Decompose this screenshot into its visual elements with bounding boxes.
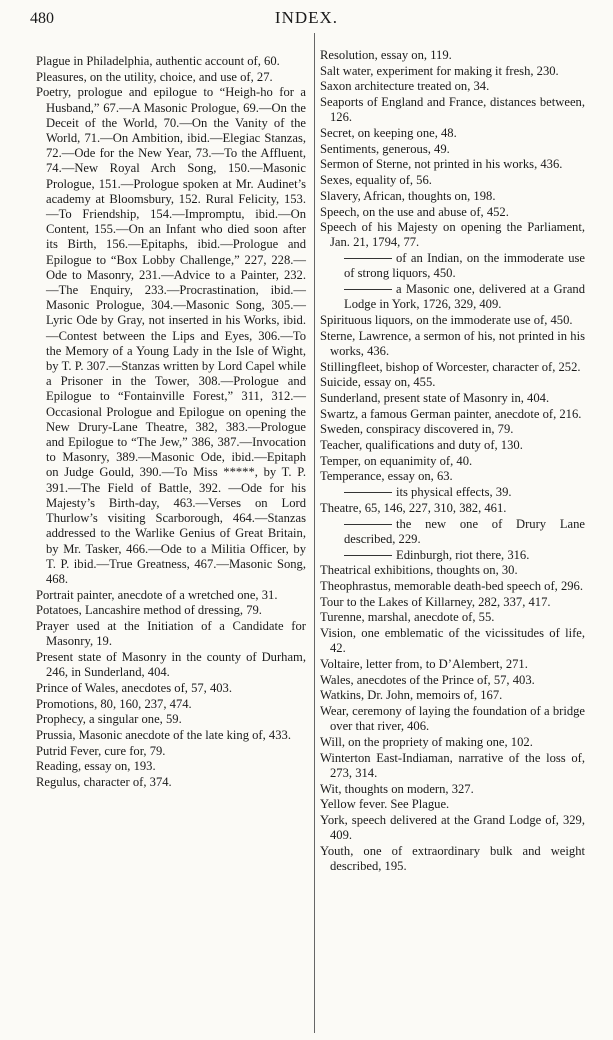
index-entry-text: Speech, on the use and abuse of, 452.	[320, 204, 509, 219]
index-entry-text: Temperance, essay on, 63.	[320, 469, 453, 484]
index-subentry	[320, 517, 585, 547]
index-entry	[320, 454, 585, 469]
index-entry-text: of an Indian, on the immoderate use of strong liquors, 450.	[344, 251, 585, 281]
index-entry: Prophecy, a singular one, 59.	[36, 712, 182, 727]
index-entry-text: Wit, thoughts on modern, 327.	[320, 781, 474, 796]
index-entry-text: Sterne, Lawrence, a sermon of his, not printed in his works, 436.	[320, 328, 585, 358]
index-entry	[320, 360, 585, 375]
index-entry-text: Theophrastus, memorable death-bed speech of, 296.	[320, 578, 583, 593]
index-entry-text: York, speech delivered at the Grand Lodge of, 329, 409.	[320, 812, 585, 843]
index-entry-text: Turenne, marshal, anecdote of, 55.	[320, 610, 495, 625]
index-entry	[320, 126, 585, 141]
index-entry-text: Wear, ceremony of laying the foundation of a bridge over that river, 406.	[320, 704, 585, 734]
index-entry-text: Slavery, African, thoughts on, 198.	[320, 188, 496, 203]
index-entry	[320, 844, 585, 874]
ditto-rule	[344, 492, 392, 493]
index-entry: Poetry, prologue and epilogue to “Heigh-ho for a Husband,” 67.—A Masonic Prologue, 69.—On the Deceit of the World, 70.—On the Vanity of the World, 71.—On Ambition, ibid.—Elegiac Stanzas, 72.—Ode for the New Year, 73.—To the Affluent, 74.—New Royal Arch Song, 150.—Masonic Prologue, 151.—Prologue spoken at Mr. Audinet’s academy at Bloomsbury, 152. Rural Felicity, 153.—To Friendship, 154.—Impromptu, ibid.—On Content, 155.—On an Infant who died soon after its Birth, 156.—Epitaphs, ibid.—Prologue and Epilogue to “Box Lobby Challenge,” 227, 228.—Ode to Masonry, 231.—Advice to a Painter, 232. —The Enquiry, 233.—Procrastination, ibid.—Masonic Prologue, 304.—Masonic Song, 305.—Lyric Ode by Gray, not inserted in his Works, ibid.—Contest between the Lips and Eyes, 306.—To the Memory of a Young Lady in the Isle of Wight, by T. P. 307.—Stanzas written by Lord Capel while a Prisoner in the Tower, 308.—Prologue and Epilogue to “Fontainville Forest,” 311, 312.—Occasional Prologue and Epilogue on opening the New Drury-Lane Theatre, 382, 383.—Prologue and Epilogue to “The Jew,” 386, 387.—Invocation to Masonry, 389.—Masonic Ode, ibid.—Epitaph on Judge Gould, 390.—To Miss *****, by T. P. 391.—The Field of Battle, 392. —Ode for his Majesty’s Birth-day, 463.—Verses on Lord Thurlow’s visiting Scarborough, 464.—Stanzas addressed to the Warlike Genius of Great Britain, by Mr. Tasker, 466.—Ode to a Militia Officer, by T. P. ibid.—True Greatness, 467.—Masonic Song, 468.	[36, 85, 306, 586]
index-entry	[320, 563, 585, 578]
index-entry	[320, 422, 585, 437]
index-subentry	[320, 251, 585, 281]
index-entry: Plague in Philadelphia, authentic account of, 60.	[36, 54, 280, 68]
index-entry	[320, 438, 585, 453]
index-entry-text: its physical effects, 39.	[396, 485, 512, 500]
index-entry-text: Sweden, conspiracy discovered in, 79.	[320, 422, 514, 437]
ditto-rule	[344, 524, 392, 525]
index-entry	[320, 501, 585, 516]
index-entry	[320, 751, 585, 781]
index-entry: Promotions, 80, 160, 237, 474.	[36, 696, 192, 711]
ditto-rule	[344, 289, 392, 290]
index-entry	[320, 142, 585, 157]
index-entry	[320, 220, 585, 250]
index-entry	[320, 735, 585, 750]
index-entry	[320, 375, 585, 390]
index-entry: Potatoes, Lancashire method of dressing, 79.	[36, 603, 262, 618]
index-entry: Prayer used at the Initiation of a Candidate for Masonry, 19.	[36, 619, 306, 649]
index-entry-text: Wales, anecdotes of the Prince of, 57, 403.	[320, 672, 535, 687]
index-entry	[320, 782, 585, 797]
index-entry	[320, 579, 585, 594]
index-entry-text: Theatrical exhibitions, thoughts on, 30.	[320, 563, 518, 578]
index-entry-text: Salt water, experiment for making it fresh, 230.	[320, 63, 559, 78]
index-entry	[320, 626, 585, 656]
index-entry: Portrait painter, anecdote of a wretched one, 31.	[36, 587, 278, 602]
index-entry	[320, 797, 585, 812]
index-entry-text: Temper, on equanimity of, 40.	[320, 453, 473, 468]
index-entry-text: Edinburgh, riot there, 316.	[396, 547, 530, 562]
index-entry	[320, 704, 585, 734]
index-subentry	[320, 485, 585, 500]
ditto-rule	[344, 258, 392, 259]
index-entry	[320, 329, 585, 359]
index-entry-text: Vision, one emblematic of the vicissitudes of life, 42.	[320, 626, 585, 656]
index-entry-text: Sunderland, present state of Masonry in, 404.	[320, 390, 550, 405]
index-entry	[320, 595, 585, 610]
index-entry-text: Tour to the Lakes of Killarney, 282, 337, 417.	[320, 594, 551, 609]
index-entry	[320, 610, 585, 625]
index-entry	[320, 205, 585, 220]
index-entry-text: Theatre, 65, 146, 227, 310, 382, 461.	[320, 500, 507, 515]
index-entry: Prince of Wales, anecdotes of, 57, 403.	[36, 680, 233, 695]
index-entry-text: Voltaire, letter from, to D’Alembert, 271.	[320, 656, 528, 671]
index-entry-text: Will, on the propriety of making one, 102.	[320, 734, 533, 749]
index-entry-text: Speech of his Majesty on opening the Parliament, Jan. 21, 1794, 77.	[320, 220, 585, 250]
index-entry: Present state of Masonry in the county of Durham, 246, in Sunderland, 404.	[36, 649, 306, 680]
index-subentry	[320, 282, 585, 312]
index-entry-text: a Masonic one, delivered at a Grand Lodge in York, 1726, 329, 409.	[344, 282, 585, 312]
index-entry-text: Winterton East-Indiaman, narrative of the loss of, 273, 314.	[320, 750, 585, 780]
index-entry	[320, 469, 585, 484]
index-entry-text: Spirituous liquors, on the immoderate use of, 450.	[320, 312, 573, 327]
index-entry-text: Swartz, a famous German painter, anecdote of, 216.	[320, 406, 582, 421]
index-subentry	[320, 548, 585, 563]
page-title: INDEX.	[274, 8, 339, 27]
ditto-rule	[344, 555, 392, 556]
index-entry-text: Watkins, Dr. John, memoirs of, 167.	[320, 688, 503, 703]
index-entry	[320, 173, 585, 188]
index-entry-text: Saxon architecture treated on, 34.	[320, 79, 490, 94]
index-entry-text: Stillingfleet, bishop of Worcester, character of, 252.	[320, 359, 581, 374]
index-entry	[320, 95, 585, 125]
index-entry-text: Sexes, equality of, 56.	[320, 173, 432, 188]
column-divider	[314, 33, 315, 1033]
index-right-column	[320, 48, 585, 875]
index-left-column	[36, 54, 306, 791]
index-entry	[320, 189, 585, 204]
index-entry	[320, 391, 585, 406]
index-entry-text: Sentiments, generous, 49.	[320, 141, 450, 156]
index-entry	[320, 407, 585, 422]
index-entry: Reading, essay on, 193.	[36, 759, 156, 774]
index-entry	[320, 813, 585, 843]
index-entry	[320, 79, 585, 94]
index-entry	[320, 657, 585, 672]
index-entry-text: the new one of Drury Lane described, 229.	[344, 516, 585, 546]
index-entry-text: Secret, on keeping one, 48.	[320, 126, 457, 141]
index-entry-text: Seaports of England and France, distances between, 126.	[320, 95, 585, 125]
index-entry-text: Yellow fever. See Plague.	[320, 797, 450, 812]
index-entry-text: Sermon of Sterne, not printed in his works, 436.	[320, 157, 563, 172]
index-entry: Putrid Fever, cure for, 79.	[36, 743, 166, 758]
index-entry: Regulus, character of, 374.	[36, 775, 172, 790]
index-entry-text: Resolution, essay on, 119.	[320, 48, 452, 62]
index-entry	[320, 673, 585, 688]
index-entry	[320, 688, 585, 703]
index-entry-text: Youth, one of extraordinary bulk and weight described, 195.	[320, 843, 585, 874]
index-entry	[320, 313, 585, 328]
index-entry-text: Suicide, essay on, 455.	[320, 375, 436, 390]
index-entry: Pleasures, on the utility, choice, and use of, 27.	[36, 69, 273, 84]
index-entry	[320, 64, 585, 79]
index-entry: Prussia, Masonic anecdote of the late king of, 433.	[36, 727, 291, 742]
index-entry-text: Teacher, qualifications and duty of, 130.	[320, 438, 523, 453]
page-number: 480	[30, 10, 54, 27]
index-entry	[320, 48, 585, 63]
index-entry	[320, 157, 585, 172]
